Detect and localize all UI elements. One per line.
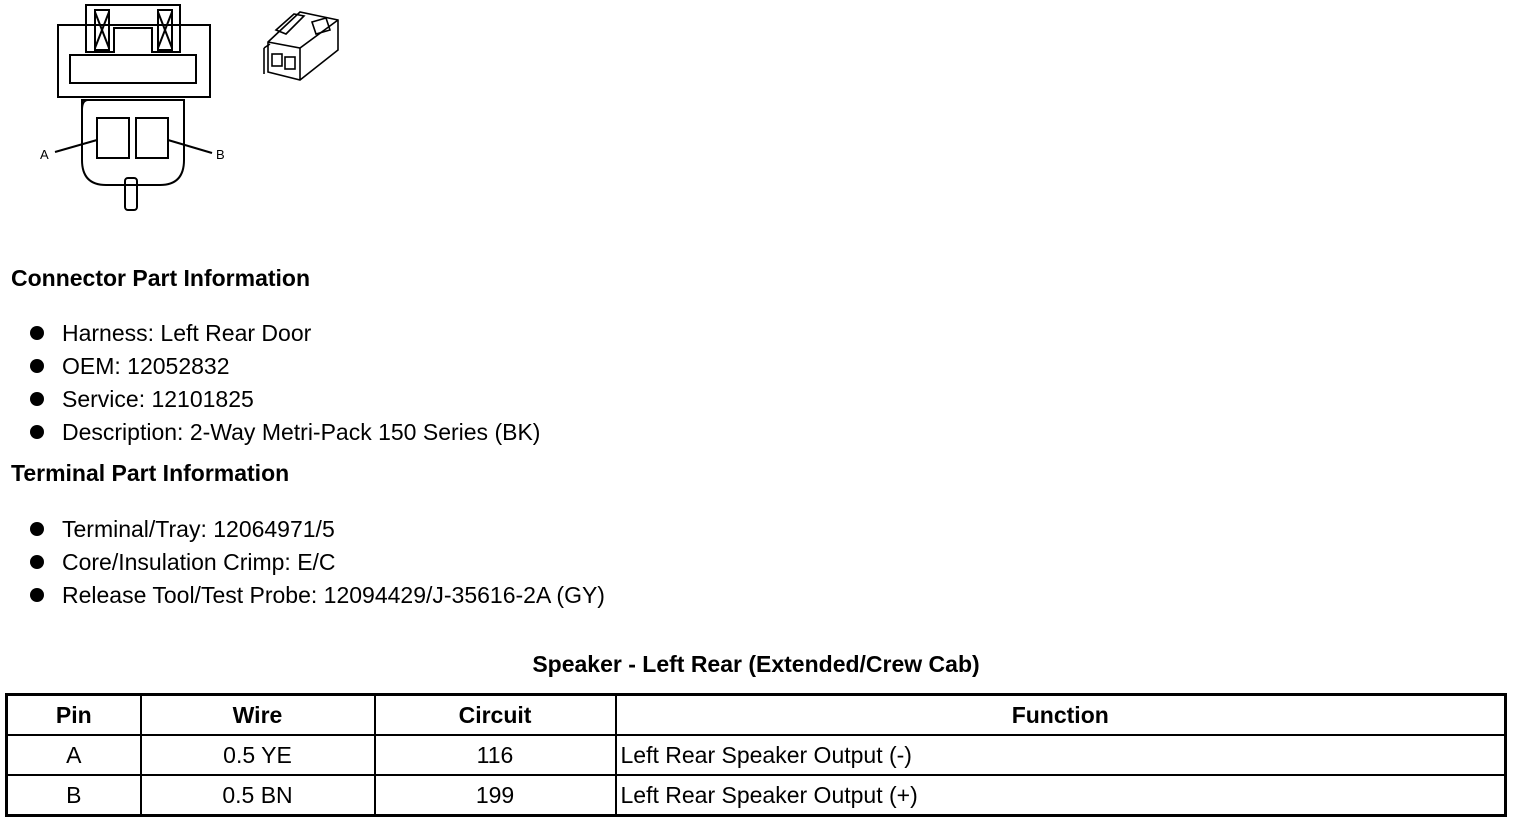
table-row xyxy=(7,735,1506,775)
table-header-row xyxy=(7,695,1506,736)
pin-a-label: A xyxy=(40,147,49,162)
connector-part-info-heading: Connector Part Information xyxy=(11,265,311,291)
list-item: Release Tool/Test Probe: 12094429/J-35616-2A (GY) xyxy=(28,582,605,615)
table-row xyxy=(7,775,1506,816)
cell-pin: A xyxy=(7,735,141,775)
header-function: Function xyxy=(616,695,1506,736)
table-caption: Speaker - Left Rear (Extended/Crew Cab) xyxy=(532,651,980,677)
header-wire: Wire xyxy=(141,695,375,736)
connector-iso-icon xyxy=(264,12,338,80)
bullet-icon xyxy=(30,326,44,340)
list-item: Harness: Left Rear Door xyxy=(28,320,540,353)
header-pin: Pin xyxy=(7,695,141,736)
terminal-part-info-heading: Terminal Part Information xyxy=(11,460,290,486)
connector-face-drawing xyxy=(55,5,212,210)
cell-wire: 0.5 BN xyxy=(141,775,375,816)
bullet-icon xyxy=(30,588,44,602)
bullet-icon xyxy=(30,522,44,536)
connector-part-info-list xyxy=(28,320,540,452)
connector-diagram xyxy=(0,0,360,220)
list-item: OEM: 12052832 xyxy=(28,353,540,386)
list-item: Service: 12101825 xyxy=(28,386,540,419)
pinout-table xyxy=(5,693,1507,817)
list-item: Core/Insulation Crimp: E/C xyxy=(28,549,605,582)
cell-function: Left Rear Speaker Output (-) xyxy=(616,735,1506,775)
cell-wire: 0.5 YE xyxy=(141,735,375,775)
terminal-part-info-list xyxy=(28,516,605,615)
bullet-icon xyxy=(30,425,44,439)
header-circuit: Circuit xyxy=(375,695,616,736)
cell-circuit: 199 xyxy=(375,775,616,816)
bullet-icon xyxy=(30,555,44,569)
pin-b-label: B xyxy=(216,147,225,162)
cell-pin: B xyxy=(7,775,141,816)
bullet-icon xyxy=(30,359,44,373)
list-item: Description: 2-Way Metri-Pack 150 Series (BK) xyxy=(28,419,540,452)
bullet-icon xyxy=(30,392,44,406)
list-item: Terminal/Tray: 12064971/5 xyxy=(28,516,605,549)
cell-function: Left Rear Speaker Output (+) xyxy=(616,775,1506,816)
cell-circuit: 116 xyxy=(375,735,616,775)
